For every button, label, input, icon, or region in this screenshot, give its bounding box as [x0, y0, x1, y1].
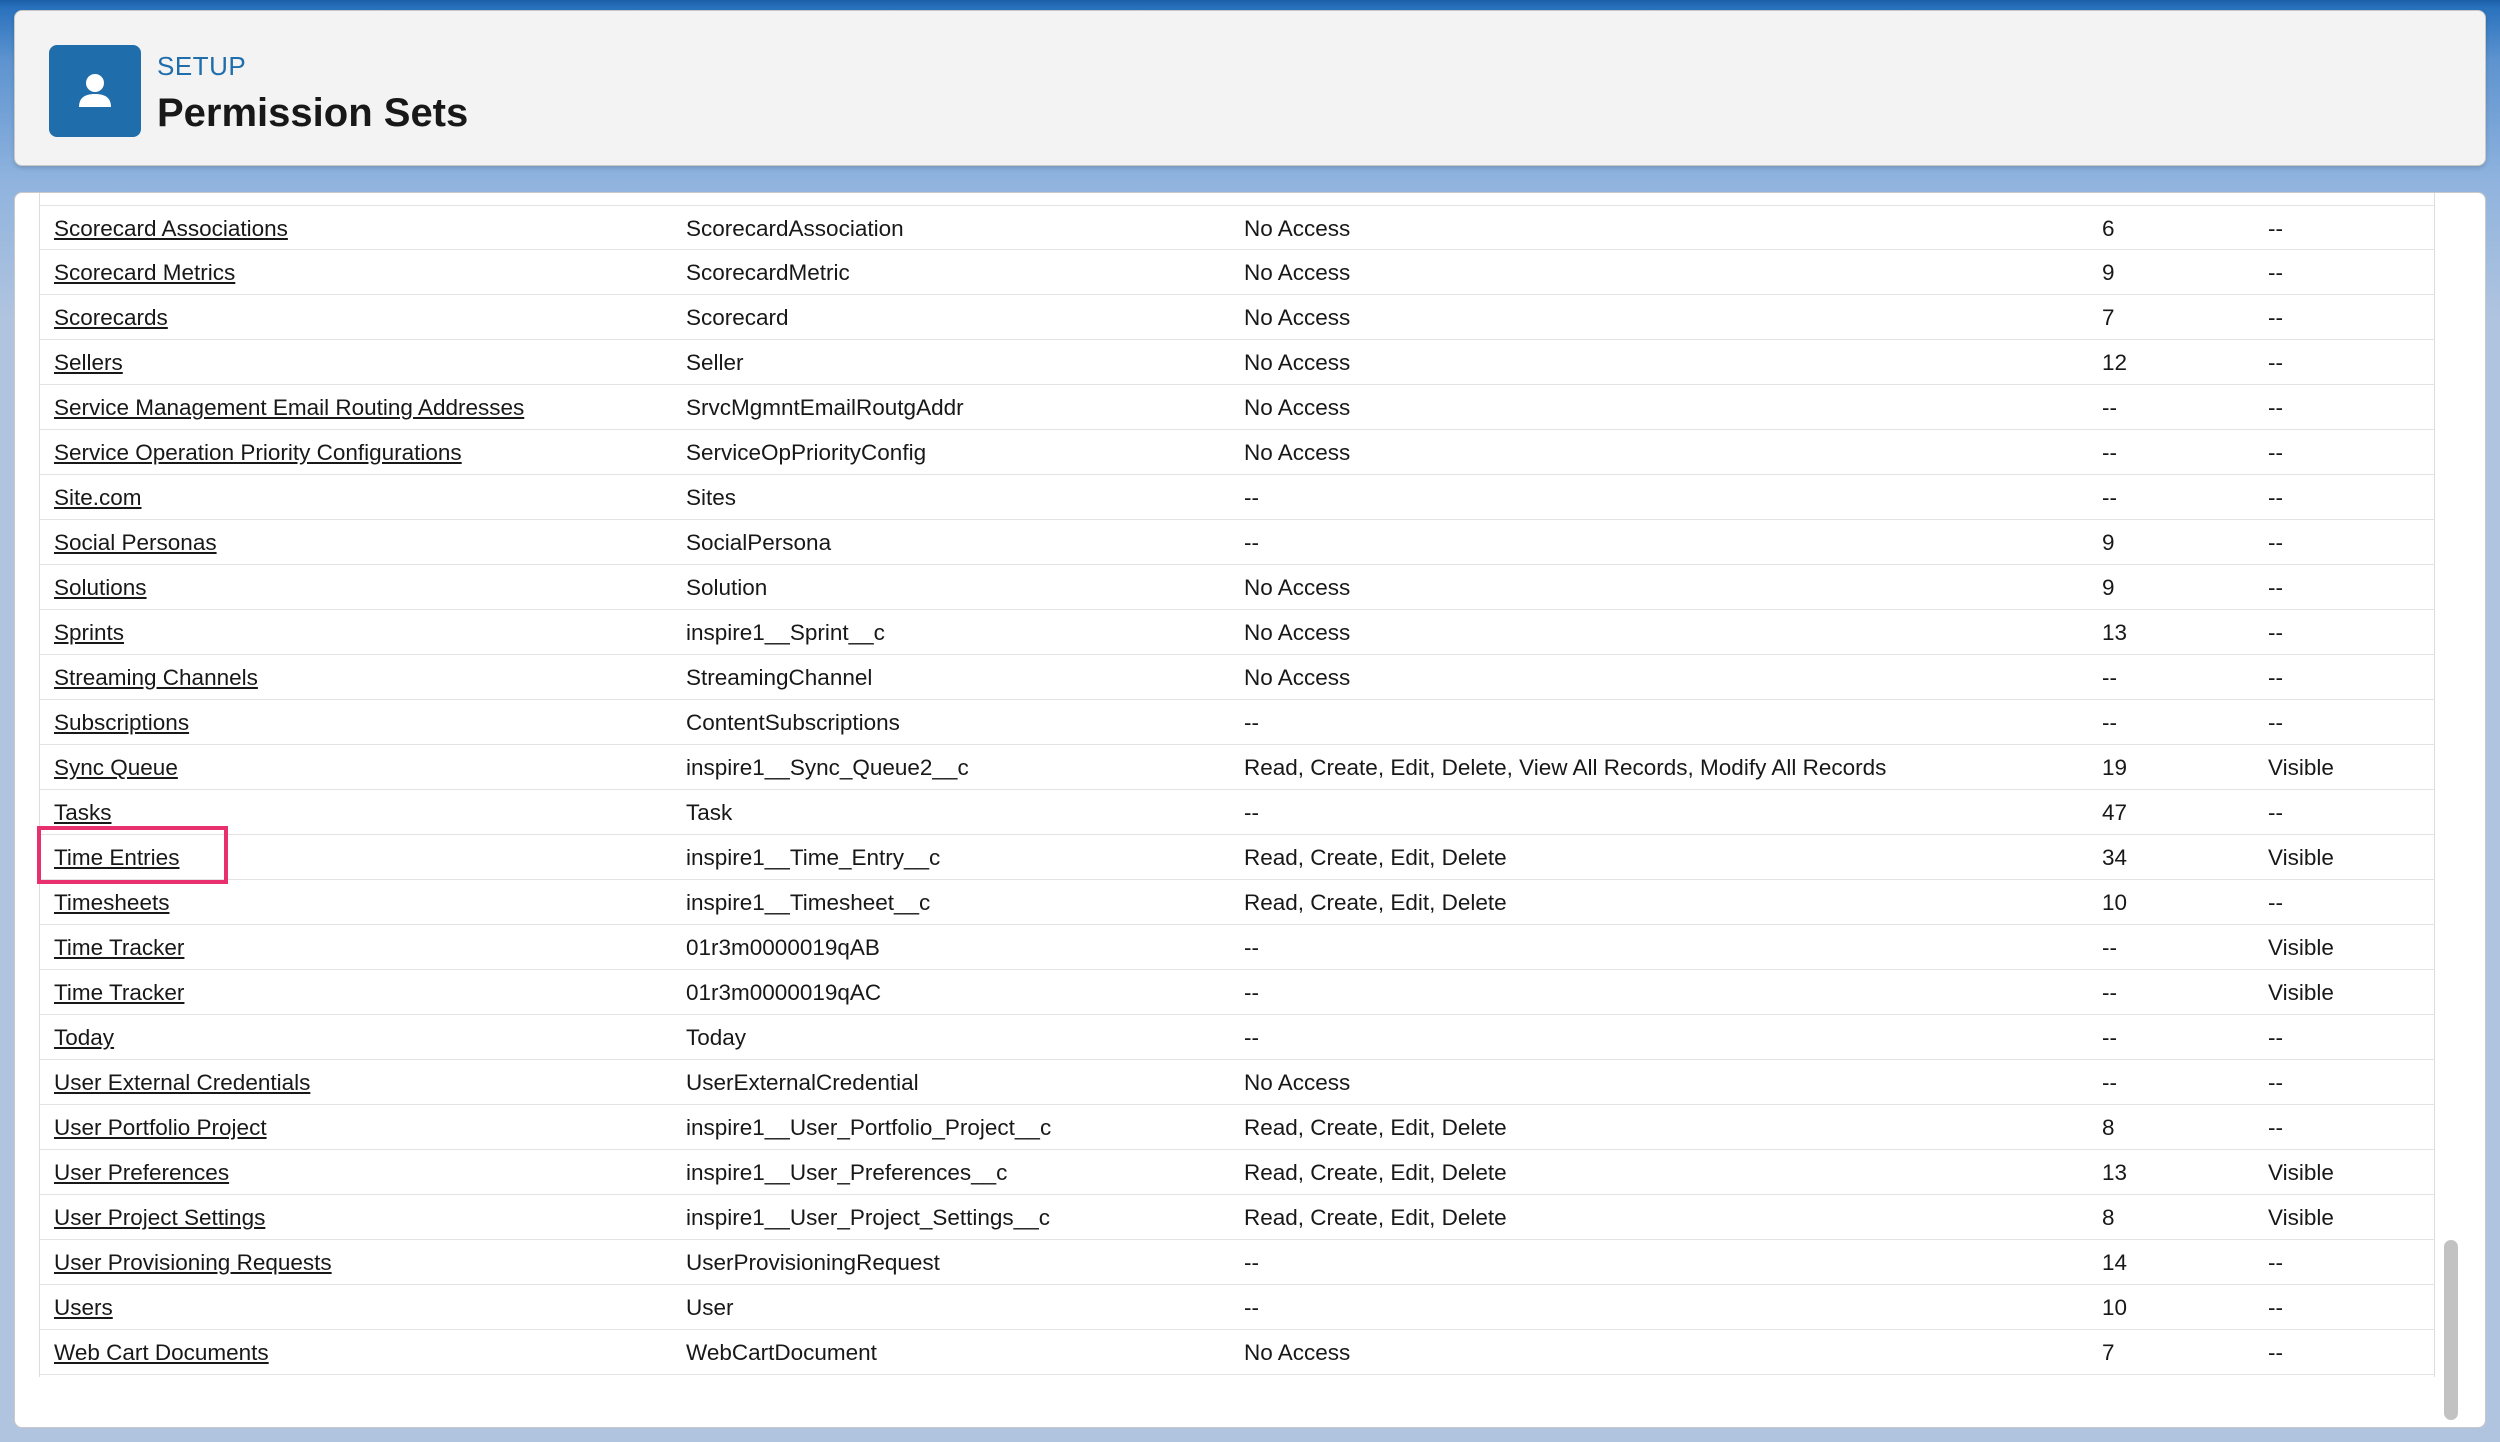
table-row [40, 520, 2434, 565]
object-link[interactable]: Time Tracker [54, 980, 185, 1005]
api-name-cell: Scorecard [686, 305, 789, 330]
object-link[interactable]: Sync Queue [54, 755, 178, 780]
object-link[interactable]: User Portfolio Project [54, 1115, 267, 1140]
field-count-cell: 14 [2102, 1250, 2128, 1275]
api-name-cell: inspire1__User_Project_Settings__c [686, 1205, 1050, 1230]
permissions-cell: No Access [1244, 620, 1351, 645]
api-name-cell: inspire1__Timesheet__c [686, 890, 931, 915]
permissions-cell: No Access [1244, 350, 1351, 375]
object-link[interactable]: Social Personas [54, 530, 217, 555]
permissions-cell: No Access [1244, 260, 1351, 285]
object-link[interactable]: Scorecard Associations [54, 216, 288, 241]
tab-visibility-cell: -- [2268, 260, 2283, 285]
field-count-cell: 13 [2102, 620, 2128, 645]
field-count-cell: 12 [2102, 350, 2128, 375]
api-name-cell: inspire1__Time_Entry__c [686, 845, 941, 870]
api-name-cell: inspire1__User_Portfolio_Project__c [686, 1115, 1052, 1140]
object-label-cell [54, 475, 142, 520]
permissions-cell: No Access [1244, 1340, 1351, 1365]
api-name-cell: Seller [686, 350, 744, 375]
permissions-cell: Read, Create, Edit, Delete [1244, 1160, 1507, 1185]
object-link[interactable]: Time Tracker [54, 935, 185, 960]
api-name-cell: Task [686, 800, 733, 825]
object-label-cell [54, 1195, 265, 1240]
tab-visibility-cell: -- [2268, 575, 2283, 600]
tab-visibility-cell: -- [2268, 1070, 2283, 1095]
permissions-cell: Read, Create, Edit, Delete, View All Records, Modify All Records [1244, 755, 1887, 780]
permissions-cell: No Access [1244, 1070, 1351, 1095]
tab-visibility-cell: -- [2268, 305, 2283, 330]
object-link[interactable]: Sellers [54, 350, 123, 375]
table-row [40, 745, 2434, 790]
field-count-cell: -- [2102, 440, 2117, 465]
api-name-cell: ScorecardAssociation [686, 216, 904, 241]
permissions-cell: -- [1244, 485, 1259, 510]
permissions-cell: No Access [1244, 305, 1351, 330]
api-name-cell: 01r3m0000019qAC [686, 980, 882, 1005]
tab-visibility-cell: -- [2268, 350, 2283, 375]
object-link[interactable]: User Provisioning Requests [54, 1250, 332, 1275]
tab-visibility-cell: -- [2268, 620, 2283, 645]
api-name-cell: inspire1__Sprint__c [686, 620, 885, 645]
object-label-cell [54, 1150, 229, 1195]
permissions-cell: -- [1244, 935, 1259, 960]
object-link[interactable]: Scorecard Metrics [54, 260, 236, 285]
permissions-cell: No Access [1244, 665, 1351, 690]
api-name-cell: User [686, 1295, 734, 1320]
tab-visibility-cell: -- [2268, 485, 2283, 510]
object-link[interactable]: Service Management Email Routing Addresses [54, 395, 525, 420]
table-row [40, 880, 2434, 925]
api-name-cell: 01r3m0000019qAB [686, 935, 880, 960]
object-link[interactable]: Users [54, 1295, 113, 1320]
field-count-cell: -- [2102, 710, 2117, 735]
object-label-cell [54, 1105, 267, 1150]
table-row [40, 205, 2434, 250]
object-label-cell [54, 1285, 113, 1330]
object-label-cell [54, 835, 179, 880]
object-link[interactable]: Web Cart Documents [54, 1340, 269, 1365]
tab-visibility-cell: -- [2268, 530, 2283, 555]
object-link[interactable]: Subscriptions [54, 710, 190, 735]
tab-visibility-cell: -- [2268, 1295, 2283, 1320]
table-row [40, 1150, 2434, 1195]
api-name-cell: ServiceOpPriorityConfig [686, 440, 927, 465]
api-name-cell: Solution [686, 575, 768, 600]
field-count-cell: 47 [2102, 800, 2128, 825]
permissions-cell: No Access [1244, 395, 1351, 420]
object-label-cell [54, 880, 169, 925]
table-row [40, 565, 2434, 610]
object-link[interactable]: Today [54, 1025, 115, 1050]
tab-visibility-cell: -- [2268, 1250, 2283, 1275]
tab-visibility-cell: Visible [2268, 980, 2334, 1005]
permissions-cell: -- [1244, 1250, 1259, 1275]
scrollbar-thumb[interactable] [2444, 1240, 2458, 1420]
api-name-cell: SrvcMgmntEmailRoutgAddr [686, 395, 964, 420]
object-link[interactable]: Streaming Channels [54, 665, 258, 690]
field-count-cell: -- [2102, 485, 2117, 510]
table-row [40, 1060, 2434, 1105]
field-count-cell: -- [2102, 395, 2117, 420]
table-row [40, 250, 2434, 295]
page-title: Permission Sets [157, 91, 469, 135]
object-link[interactable]: User External Credentials [54, 1070, 311, 1095]
object-label-cell [54, 206, 288, 251]
api-name-cell: ContentSubscriptions [686, 710, 900, 735]
object-label-cell [54, 250, 235, 295]
table-row [40, 1240, 2434, 1285]
table-row [40, 340, 2434, 385]
object-link[interactable]: Scorecards [54, 305, 168, 330]
table-row [40, 295, 2434, 340]
table-row [40, 475, 2434, 520]
permissions-cell: -- [1244, 1295, 1259, 1320]
user-icon [49, 45, 141, 137]
table-row [40, 700, 2434, 745]
permissions-cell: Read, Create, Edit, Delete [1244, 890, 1507, 915]
table-row [40, 1285, 2434, 1330]
permissions-cell: Read, Create, Edit, Delete [1244, 845, 1507, 870]
table-row [40, 1195, 2434, 1240]
table-row [40, 655, 2434, 700]
object-link[interactable]: Time Entries [54, 845, 180, 870]
api-name-cell: WebCartDocument [686, 1340, 877, 1365]
permissions-cell: -- [1244, 710, 1259, 735]
object-label-cell [54, 1240, 332, 1285]
field-count-cell: -- [2102, 980, 2117, 1005]
tab-visibility-cell: -- [2268, 710, 2283, 735]
field-count-cell: 9 [2102, 530, 2115, 555]
api-name-cell: StreamingChannel [686, 665, 873, 690]
field-count-cell: 34 [2102, 845, 2128, 870]
field-count-cell: 8 [2102, 1115, 2115, 1140]
tab-visibility-cell: -- [2268, 800, 2283, 825]
tab-visibility-cell: -- [2268, 665, 2283, 690]
object-link[interactable]: Site.com [54, 485, 142, 510]
object-label-cell [54, 610, 124, 655]
tab-visibility-cell: -- [2268, 440, 2283, 465]
permissions-cell: Read, Create, Edit, Delete [1244, 1205, 1507, 1230]
table-row [40, 430, 2434, 475]
tab-visibility-cell: -- [2268, 395, 2283, 420]
object-link[interactable]: Timesheets [54, 890, 170, 915]
table-row [40, 1015, 2434, 1060]
permissions-cell: No Access [1244, 440, 1351, 465]
object-label-cell [54, 1015, 114, 1060]
object-link[interactable]: User Project Settings [54, 1205, 266, 1230]
field-count-cell: -- [2102, 935, 2117, 960]
object-label-cell [54, 700, 189, 745]
header-eyebrow: SETUP [157, 51, 247, 81]
api-name-cell: UserProvisioningRequest [686, 1250, 940, 1275]
field-count-cell: 9 [2102, 260, 2115, 285]
tab-visibility-cell: Visible [2268, 755, 2334, 780]
field-count-cell: -- [2102, 1025, 2117, 1050]
object-label-cell [54, 655, 258, 700]
permissions-cell: -- [1244, 530, 1259, 555]
object-label-cell [54, 925, 184, 970]
object-label-cell [54, 295, 168, 340]
tab-visibility-cell: Visible [2268, 935, 2334, 960]
api-name-cell: SocialPersona [686, 530, 832, 555]
api-name-cell: inspire1__User_Preferences__c [686, 1160, 1008, 1185]
object-link[interactable]: Solutions [54, 575, 147, 600]
object-label-cell [54, 1060, 310, 1105]
permissions-cell: -- [1244, 1025, 1259, 1050]
object-settings-table [39, 193, 2435, 1377]
permissions-cell: No Access [1244, 575, 1351, 600]
tab-visibility-cell: -- [2268, 1115, 2283, 1140]
field-count-cell: 13 [2102, 1160, 2128, 1185]
field-count-cell: 7 [2102, 305, 2115, 330]
permissions-cell: No Access [1244, 216, 1351, 241]
object-label-cell [54, 1330, 269, 1375]
object-label-cell [54, 745, 178, 790]
permissions-cell: -- [1244, 980, 1259, 1005]
object-link[interactable]: Tasks [54, 800, 112, 825]
object-link[interactable]: User Preferences [54, 1160, 230, 1185]
field-count-cell: 7 [2102, 1340, 2115, 1365]
field-count-cell: 10 [2102, 1295, 2128, 1320]
object-label-cell [54, 385, 524, 430]
table-row [40, 1330, 2434, 1375]
object-label-cell [54, 430, 462, 475]
field-count-cell: 10 [2102, 890, 2128, 915]
tab-visibility-cell: -- [2268, 890, 2283, 915]
tab-visibility-cell: -- [2268, 1340, 2283, 1365]
permissions-cell: Read, Create, Edit, Delete [1244, 1115, 1507, 1140]
object-link[interactable]: Service Operation Priority Configurations [54, 440, 462, 465]
api-name-cell: Today [686, 1025, 747, 1050]
api-name-cell: Sites [686, 485, 737, 510]
field-count-cell: -- [2102, 665, 2117, 690]
table-row [40, 385, 2434, 430]
api-name-cell: UserExternalCredential [686, 1070, 919, 1095]
user-icon-glyph [71, 67, 119, 115]
table-row [40, 1105, 2434, 1150]
tab-visibility-cell: Visible [2268, 845, 2334, 870]
object-settings-card [14, 192, 2486, 1428]
table-row [40, 835, 2434, 880]
tab-visibility-cell: -- [2268, 216, 2283, 241]
api-name-cell: ScorecardMetric [686, 260, 850, 285]
tab-visibility-cell: -- [2268, 1025, 2283, 1050]
tab-visibility-cell: Visible [2268, 1160, 2334, 1185]
field-count-cell: 8 [2102, 1205, 2115, 1230]
object-link[interactable]: Sprints [54, 620, 125, 645]
table-row [40, 925, 2434, 970]
object-label-cell [54, 340, 123, 385]
object-label-cell [54, 565, 147, 610]
object-label-cell [54, 790, 112, 835]
field-count-cell: 9 [2102, 575, 2115, 600]
table-row [40, 790, 2434, 835]
tab-visibility-cell: Visible [2268, 1205, 2334, 1230]
permissions-cell: -- [1244, 800, 1259, 825]
field-count-cell: -- [2102, 1070, 2117, 1095]
field-count-cell: 6 [2102, 216, 2115, 241]
object-label-cell [54, 970, 184, 1015]
api-name-cell: inspire1__Sync_Queue2__c [686, 755, 969, 780]
field-count-cell: 19 [2102, 755, 2128, 780]
page-header [14, 10, 2486, 166]
table-row [40, 610, 2434, 655]
object-label-cell [54, 520, 217, 565]
table-row [40, 970, 2434, 1015]
